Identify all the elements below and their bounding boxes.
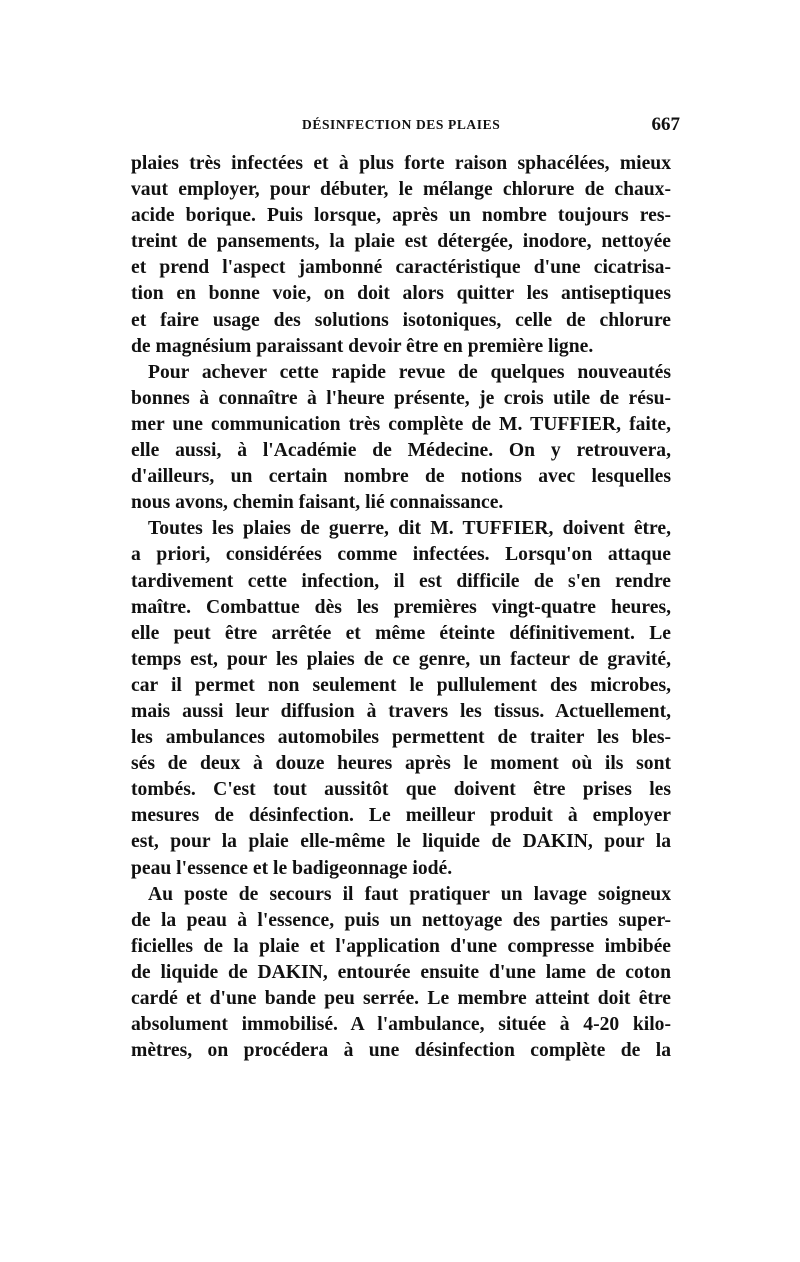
text-line: mais aussi leur diffusion à travers les tissus. Actuellement,: [131, 700, 671, 722]
text-line: vaut employer, pour débuter, le mélange chlorure de chaux-: [131, 179, 671, 201]
text-line: elle aussi, à l'Académie de Médecine. On y retrouvera,: [131, 440, 671, 462]
text-line: de la peau à l'essence, puis un nettoyage des parties super-: [131, 909, 671, 931]
page-header: [130, 114, 680, 141]
text-line: et prend l'aspect jambonné caractéristique d'une cicatrisa-: [131, 257, 671, 279]
text-line: absolument immobilisé. A l'ambulance, située à 4-20 kilo-: [131, 1014, 671, 1036]
text-line: sés de deux à douze heures après le moment où ils sont: [131, 753, 671, 775]
text-line: a priori, considérées comme infectées. Lorsqu'on attaque: [131, 544, 671, 566]
text-line: temps est, pour les plaies de ce genre, un facteur de gravité,: [131, 648, 671, 670]
text-line: Au poste de secours il faut pratiquer un lavage soigneux: [148, 883, 671, 905]
text-line: car il permet non seulement le pullulement des microbes,: [131, 674, 671, 696]
text-line: et faire usage des solutions isotoniques, celle de chlorure: [131, 309, 671, 331]
running-head: DÉSINFECTION DES PLAIES: [302, 117, 501, 132]
text-line: de magnésium paraissant devoir être en première ligne.: [131, 335, 594, 357]
text-line: cardé et d'une bande peu serrée. Le membre atteint doit être: [131, 988, 671, 1009]
text-line: est, pour la plaie elle-même le liquide de DAKIN, pour la: [131, 831, 671, 853]
text-line: d'ailleurs, un certain nombre de notions avec lesquelles: [131, 466, 671, 488]
text-line: peau l'essence et le badigeonnage iodé.: [131, 857, 453, 879]
text-line: nous avons, chemin faisant, lié connaissance.: [131, 492, 504, 514]
text-line: Pour achever cette rapide revue de quelques nouveautés: [148, 361, 671, 383]
text-line: bonnes à connaître à l'heure présente, je crois utile de résu-: [131, 387, 671, 409]
text-line: les ambulances automobiles permettent de traiter les bles-: [131, 727, 671, 749]
text-line: ficielles de la plaie et l'application d'une compresse imbibée: [131, 935, 671, 957]
text-line: elle peut être arrêtée et même éteinte définitivement. Le: [131, 622, 671, 644]
text-line: maître. Combattue dès les premières vingt-quatre heures,: [131, 596, 671, 618]
text-line: tion en bonne voie, on doit alors quitter les antiseptiques: [131, 283, 671, 305]
text-line: mesures de désinfection. Le meilleur produit à employer: [131, 805, 671, 827]
text-line: Toutes les plaies de guerre, dit M. TUFFIER, doivent être,: [148, 518, 671, 540]
text-line: de liquide de DAKIN, entourée ensuite d'une lame de coton: [131, 961, 671, 983]
page-number: 667: [651, 114, 680, 135]
text-line: treint de pansements, la plaie est détergée, inodore, nettoyée: [131, 231, 671, 253]
text-line: tardivement cette infection, il est difficile de s'en rendre: [131, 570, 671, 592]
text-line: mètres, on procédera à une désinfection complète de la: [131, 1040, 671, 1062]
body-text: [131, 151, 671, 1064]
text-line: mer une communication très complète de M. TUFFIER, faite,: [131, 413, 671, 435]
text-line: plaies très infectées et à plus forte raison sphacélées, mieux: [131, 153, 671, 174]
text-line: tombés. C'est tout aussitôt que doivent être prises les: [131, 779, 671, 801]
text-line: acide borique. Puis lorsque, après un nombre toujours res-: [131, 205, 671, 227]
